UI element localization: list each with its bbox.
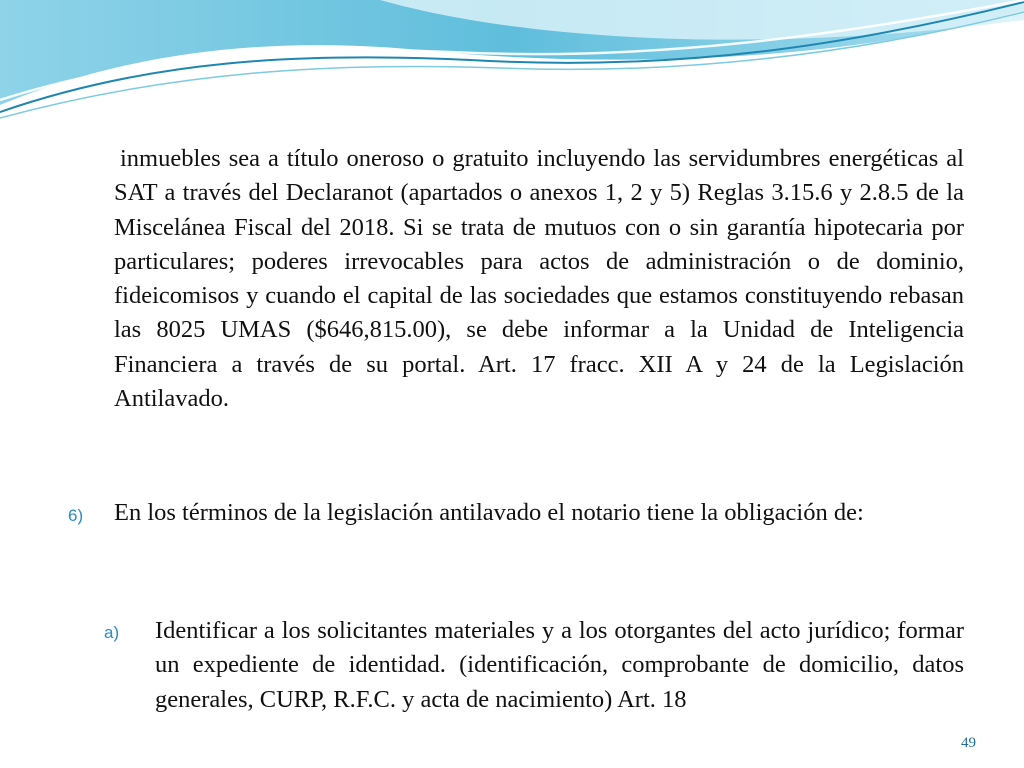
numbered-list-item: En los términos de la legislación antilavado el notario tiene la obligación de: bbox=[114, 499, 864, 526]
list-marker-number: 6) bbox=[68, 506, 84, 525]
lettered-list-item: Identificar a los solicitantes materiales y a los otorgantes del acto jurídico; formar un expediente de identidad. (identificación, comprobante de domicilio, datos generales, CURP, R.F.C. y acta de nacimiento) Art. 18 bbox=[155, 617, 964, 713]
page-number: 49 bbox=[961, 735, 976, 751]
continuation-paragraph: inmuebles sea a título oneroso o gratuito incluyendo las servidumbres energéticas al SAT a través del Declaranot (apartados o anexos 1, 2 y 5) Reglas 3.15.6 y 2.8.5 de la Miscelánea Fiscal del 2018. Si se trata de mutuos con o sin garantía hipotecaria por particulares; poderes irrevocables para actos de administración o de dominio, fideicomisos y cuando el capital de las sociedades que estamos constituyendo rebasan las 8025 UMAS ($646,815.00), se debe informar a la Unidad de Inteligencia Financiera a través de su portal. Art. 17 fracc. XII A y 24 de la Legislación Antilavado. bbox=[114, 145, 964, 413]
list-marker-letter: a) bbox=[104, 623, 120, 642]
